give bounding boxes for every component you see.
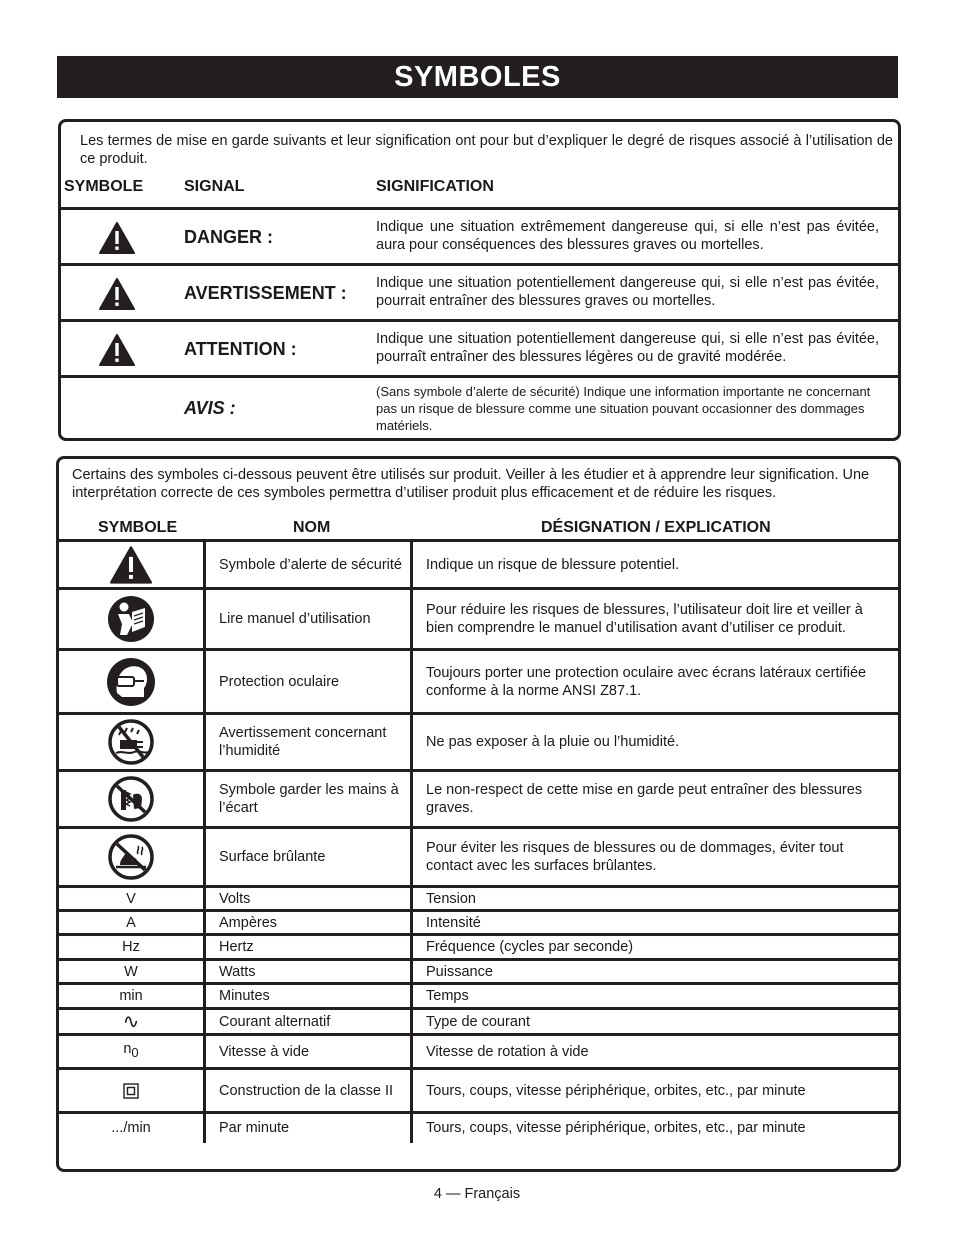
symbol-cell: [59, 714, 205, 771]
header-meaning: SIGNIFICATION: [376, 178, 494, 195]
signal-row-notice: [61, 375, 898, 441]
signal-meaning: Indique une situation potentiellement dangereuse qui, si elle n’est pas évitée, pourraît entraîner des blessures légères ou de gravité modérée.: [376, 331, 879, 365]
symbol-cell: A: [59, 911, 205, 935]
name-cell: Surface brûlante: [205, 828, 412, 887]
name-cell: Construction de la classe II: [205, 1069, 412, 1113]
wet-conditions-icon: [108, 719, 154, 765]
symbol-sub: 0: [131, 1044, 139, 1060]
name-cell: Ampères: [205, 911, 412, 935]
desc-cell: Fréquence (cycles par seconde): [412, 935, 899, 960]
warning-triangle-icon: [99, 334, 135, 366]
table-row: [59, 541, 898, 589]
symbol-cell: [59, 650, 205, 714]
signal-label: AVERTISSEMENT :: [184, 283, 347, 303]
desc-cell: Pour éviter les risques de blessures ou de dommages, éviter tout contact avec les surfaces brûlantes.: [412, 828, 899, 887]
symbols-box: [56, 456, 901, 1172]
table-row: [59, 984, 898, 1009]
name-cell: Symbole d’alerte de sécurité: [205, 541, 412, 589]
header-signal: SIGNAL: [184, 178, 245, 195]
symbol-cell: [59, 1069, 205, 1113]
desc-cell: Indique un risque de blessure potentiel.: [412, 541, 899, 589]
signal-meaning: Indique une situation potentiellement dangereuse qui, si elle n’est pas évitée, pourrait entraîner des blessures graves ou mortelles.: [376, 275, 879, 309]
symbol-cell: V: [59, 887, 205, 911]
warning-triangle-icon: [99, 222, 135, 254]
table-row: [59, 1069, 898, 1113]
desc-cell: Le non-respect de cette mise en garde peut entraîner des blessures graves.: [412, 771, 899, 828]
desc-cell: Tours, coups, vitesse périphérique, orbites, etc., par minute: [412, 1069, 899, 1113]
header-desc: DÉSIGNATION / EXPLICATION: [541, 519, 771, 536]
desc-cell: Toujours porter une protection oculaire avec écrans latéraux certifiée conforme à la norme ANSI Z87.1.: [412, 650, 899, 714]
table-row: [59, 1009, 898, 1035]
table-row: [59, 771, 898, 828]
name-cell: Hertz: [205, 935, 412, 960]
header-symbol: SYMBOLE: [64, 178, 144, 195]
signal-meaning: (Sans symbole d’alerte de sécurité) Indique une information importante ne concernant pas un risque de blessure comme une situation pouvant occasionner des dommages matériels.: [376, 384, 871, 433]
name-cell: Courant alternatif: [205, 1009, 412, 1035]
table-row: [59, 589, 898, 650]
name-cell: Par minute: [205, 1113, 412, 1143]
name-cell: Vitesse à vide: [205, 1035, 412, 1069]
table-row: [59, 650, 898, 714]
signals-intro: Les termes de mise en garde suivants et leur signification ont pour but d’expliquer le degré de risques associé à l’utilisation de ce produit.: [80, 133, 893, 167]
symbols-table: [59, 539, 898, 1143]
desc-cell: Vitesse de rotation à vide: [412, 1035, 899, 1069]
table-row: [59, 1113, 898, 1143]
desc-cell: Intensité: [412, 911, 899, 935]
eye-protection-icon: [106, 657, 156, 707]
symbol-main: n: [123, 1041, 132, 1057]
name-cell: Lire manuel d’utilisation: [205, 589, 412, 650]
signal-row-caution: [61, 319, 898, 375]
name-cell: Minutes: [205, 984, 412, 1009]
symbol-cell: [59, 771, 205, 828]
signal-label: DANGER :: [184, 227, 273, 247]
keep-hands-away-icon: [108, 776, 154, 822]
signal-words-box: [58, 119, 901, 441]
page-title: SYMBOLES: [57, 56, 898, 98]
table-row: [59, 887, 898, 911]
warning-triangle-icon: [99, 278, 135, 310]
table-row: [59, 714, 898, 771]
hot-surface-icon: [108, 834, 154, 880]
symbol-cell: [59, 828, 205, 887]
table-row: [59, 911, 898, 935]
signal-meaning: Indique une situation extrêmement dangereuse qui, si elle n’est pas évitée, aura pour conséquences des blessures graves ou mortelles.: [376, 219, 879, 253]
symbol-cell: [59, 1035, 205, 1069]
table-row: [59, 935, 898, 960]
signal-row-warning: [61, 263, 898, 319]
desc-cell: Type de courant: [412, 1009, 899, 1035]
desc-cell: Tension: [412, 887, 899, 911]
symbol-cell: W: [59, 960, 205, 984]
symbol-cell: [59, 589, 205, 650]
signal-label: ATTENTION :: [184, 339, 297, 359]
safety-alert-icon: [110, 546, 152, 584]
symbol-cell: Hz: [59, 935, 205, 960]
desc-cell: Puissance: [412, 960, 899, 984]
header-symbol: SYMBOLE: [98, 519, 178, 536]
class-ii-icon: [123, 1083, 139, 1099]
desc-cell: Ne pas exposer à la pluie ou l’humidité.: [412, 714, 899, 771]
table-row: [59, 960, 898, 984]
name-cell: Watts: [205, 960, 412, 984]
signal-label: AVIS :: [184, 398, 236, 418]
desc-cell: Tours, coups, vitesse périphérique, orbites, etc., par minute: [412, 1113, 899, 1143]
alternating-current-icon: ∿: [59, 1009, 205, 1035]
name-cell: Symbole garder les mains à l’écart: [205, 771, 412, 828]
read-manual-icon: [107, 595, 155, 643]
symbol-cell: [59, 541, 205, 589]
name-cell: Volts: [205, 887, 412, 911]
signal-row-danger: [61, 207, 898, 263]
desc-cell: Pour réduire les risques de blessures, l’utilisateur doit lire et veiller à bien comprendre le manuel d’utilisation avant d’utiliser ce produit.: [412, 589, 899, 650]
desc-cell: Temps: [412, 984, 899, 1009]
table-row: [59, 1035, 898, 1069]
symbol-cell: min: [59, 984, 205, 1009]
name-cell: Protection oculaire: [205, 650, 412, 714]
name-cell: Avertissement concernant l’humidité: [205, 714, 412, 771]
page-footer: 4 — Français: [433, 1186, 521, 1202]
table-row: [59, 828, 898, 887]
symbol-cell: .../min: [59, 1113, 205, 1143]
header-name: NOM: [293, 519, 331, 536]
symbols-intro: Certains des symboles ci-dessous peuvent être utilisés sur produit. Veiller à les étudier et à apprendre leur signification. Une interprétation correcte de ces symboles permettra d’utiliser produit plus efficacement et de réduire les risques.: [72, 467, 870, 501]
